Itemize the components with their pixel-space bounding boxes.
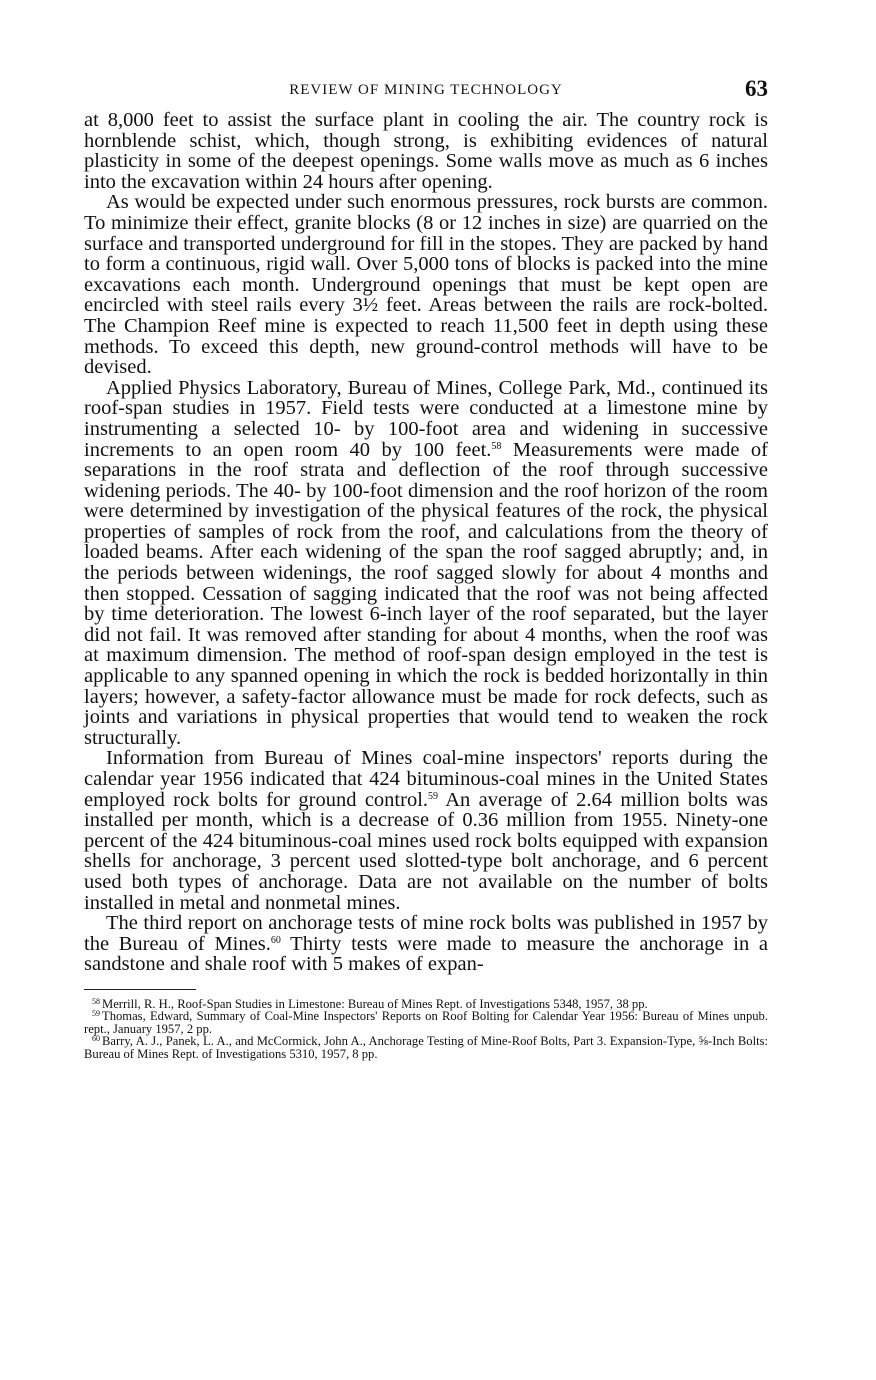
footnote-text: Thomas, Edward, Summary of Coal-Mine Inspectors' Reports on Roof Bolting for Calendar Year 1956: Bureau of Mines unpub. rept., January 1957, 2 pp. (84, 1009, 768, 1036)
footnote-text: Barry, A. J., Panek, L. A., and McCormick, John A., Anchorage Testing of Mine-Roof Bolts, Part 3. Expansion-Type, ⅝-Inch Bolts: Bureau of Mines Rept. of Investigations 5310, 1957, 8 pp. (84, 1034, 768, 1061)
footnote-60 (84, 1035, 768, 1060)
running-head (84, 76, 768, 110)
paragraph-4-text-b: An average of 2.64 million bolts was installed per month, which is a decrease of 0.36 million from 1955. Ninety-one percent of the 424 bituminous-coal mines used rock bolts equipped with expansion shells for anchorage, 3 percent used slotted-type bolt anchorage, and 6 percent used both types of anchorage. Data are not available on the number of bolts installed in metal and nonmetal mines. (84, 788, 769, 914)
footnote-mark: 59 (92, 1009, 100, 1019)
paragraph-3-text-b: Measurements were made of separations in the roof strata and deflection of the roof through successive widening periods. The 40- by 100-foot dimension and the roof horizon of the room were determined by investigation of the physical features of the rock, the physical properties of samples of rock from the roof, and calculations from the theory of loaded beams. After each widening of the span the roof sagged abruptly; and, in the periods between widenings, the roof sagged slowly for about 4 months and then stopped. Cessation of sagging indicated that the roof was not being affected by time deterioration. The lowest 6-inch layer of the roof separated, but the layer did not fail. It was removed after standing for about 4 months, when the roof was at maximum dimension. The method of roof-span design employed in the test is applicable to any spanned opening in which the rock is bedded horizontally in thin layers; however, a safety-factor allowance must be made for rock defects, such as joints and variations in physical properties that would tend to weaken the rock structurally. (84, 438, 768, 749)
paragraph-4-text-a: Information from Bureau of Mines coal-mine inspectors' reports during the calendar year 1956 indicated that 424 bituminous-coal mines in the United States employed rock bolts for ground control. (84, 747, 768, 811)
footnotes (84, 998, 768, 1060)
paragraph-4 (84, 748, 768, 913)
footnote-ref-58: 58 (491, 440, 502, 452)
footnote-rule (84, 989, 196, 990)
footnote-59 (84, 1010, 768, 1035)
paragraph-3-text-a: Applied Physics Laboratory, Bureau of Mines, College Park, Md., continued its roof-span studies in 1957. Field tests were conducted at a limestone mine by instrumenting a selected 10- by 100-foot area and widening in successive increments to an open room 40 by 100 feet. (84, 376, 768, 461)
paragraph-5-text-a: The third report on anchorage tests of mine rock bolts was published in 1957 by the Bureau of Mines. (84, 912, 768, 955)
paragraph-3 (84, 378, 768, 749)
body-text (84, 110, 768, 975)
footnote-text: Merrill, R. H., Roof-Span Studies in Limestone: Bureau of Mines Rept. of Investigations 5348, 1957, 38 pp. (102, 996, 648, 1011)
footnote-mark: 60 (92, 1034, 100, 1044)
paragraph-5 (84, 913, 768, 975)
footnote-ref-60: 60 (270, 934, 281, 946)
paragraph-1: at 8,000 feet to assist the surface plant in cooling the air. The country rock is hornblende schist, which, though strong, is exhibiting evidences of natural plasticity in some of the deepest openings. Some walls move as much as 6 inches into the excavation within 24 hours after opening. (84, 109, 768, 193)
page (84, 76, 768, 1060)
footnote-ref-59: 59 (428, 790, 439, 802)
paragraph-5-text-b: Thirty tests were made to measure the anchorage in a sandstone and shale roof with 5 makes of expan- (84, 932, 768, 976)
page-number: 63 (745, 76, 768, 101)
running-title: REVIEW OF MINING TECHNOLOGY (289, 82, 563, 98)
paragraph-2: As would be expected under such enormous pressures, rock bursts are common. To minimize their effect, granite blocks (8 or 12 inches in size) are quarried on the surface and transported underground for fill in the stopes. They are packed by hand to form a continuous, rigid wall. Over 5,000 tons of blocks is packed into the mine excavations each month. Underground openings that must be kept open are encircled with steel rails every 3½ feet. Areas between the rails are rock-bolted. The Champion Reef mine is expected to reach 11,500 feet in depth using these methods. To exceed this depth, new ground-control methods will have to be devised. (84, 191, 768, 379)
footnote-mark: 58 (92, 996, 100, 1006)
